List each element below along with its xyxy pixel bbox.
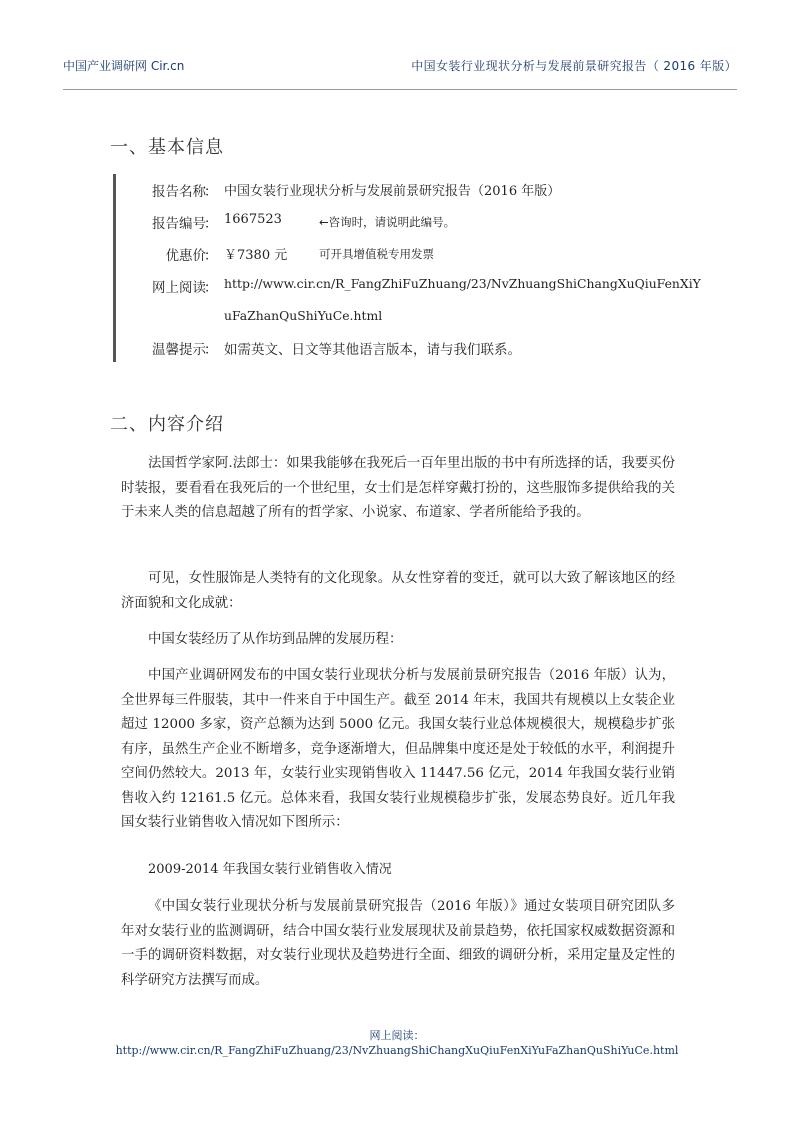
section-title-basic-info: 一、基本信息 [110,137,224,158]
label-report-id: 报告编号 [152,216,206,232]
value-online-url[interactable]: http://www.cir.cn/R_FangZhiFuZhuang/23/NvZhuangShiChangXuQiuFenXiY [224,276,701,291]
note-invoice: 可开具增值税专用发票 [319,247,434,261]
paragraph-5: 《中国女装行业现状分析与发展前景研究报告（2016 年版）》通过女装项目研究团队多年对女装行业的监测调研，结合中国女装行业发展现状及前景趋势，依托国家权威数据资源和一手的调研资料数据，对女装行业现状及趋势进行全面、细致的调研分析，采用定量及定性的科学研究方法撰写而成。 [121,899,675,988]
section-title-content: 二、内容介绍 [110,414,224,435]
basic-info-box: 报告名称 ： 中国女装行业现状分析与发展前景研究报告（2016 年版） 报告编号 ： 1667523 ←咨询时，请说明此编号。 优惠价 ： ￥7380 元 可开具增值税专用发票 网上阅读 ： http://www.cir.cn/R_FangZhiFuZhuang/23/NvZhuangShiChangXuQiuFenXiY uFaZhanQuShiYuCe.html 温馨提示 ： 如需英文、日文等其他语言版本，请与我们联系。 [113,174,696,362]
paragraph-3: 中国女装经历了从作坊到品牌的发展历程： [148,632,403,647]
value-online-url-cont[interactable]: uFaZhanQuShiYuCe.html [224,308,383,323]
report-title-header: 中国女装行业现状分析与发展前景研究报告（ 2016 年版） [411,59,737,73]
value-report-name: 中国女装行业现状分析与发展前景研究报告（2016 年版） [224,184,561,199]
label-report-name: 报告名称 [152,184,206,200]
site-name[interactable]: 中国产业调研网 Cir.cn [63,59,185,73]
footer-label: 网上阅读： [369,1029,425,1042]
value-report-id: 1667523 [224,212,282,227]
label-online-read: 网上阅读 [152,280,206,296]
value-price: ￥7380 元 [224,248,288,263]
value-tip: 如需英文、日文等其他语言版本，请与我们联系。 [224,342,521,358]
header-divider [63,89,737,90]
label-price: 优惠价 [165,248,206,264]
paragraph-2: 可见，女性服饰是人类特有的文化现象。从女性穿着的变迁，就可以大致了解该地区的经济面貌和文化成就： [121,571,675,611]
footer-url[interactable]: http://www.cir.cn/R_FangZhiFuZhuang/23/NvZhuangShiChangXuQiuFenXiYuFaZhanQuShiYuCe.html [115,1044,679,1057]
label-tip: 温馨提示 [152,342,206,358]
paragraph-4: 中国产业调研网发布的中国女装行业现状分析与发展前景研究报告（2016 年版）认为，全世界每三件服装，其中一件来自于中国生产。截至 2014 年末，我国共有规模以上女装企业超过 12000 多家，资产总额为达到 5000 亿元。我国女装行业总体规模很大，规模稳步扩张有序，虽然生产企业不断增多，竞争逐渐增大，但品牌集中度还是处于较低的水平，利润提升空间仍然较大。2013 年，女装行业实现销售收入 11447.56 亿元，2014 年我国女装行业销售收入约 12161.5 亿元。总体来看，我国女装行业规模稳步扩张，发展态势良好。近几年我国女装行业销售收入情况如下图所示： [121,668,675,830]
figure-caption: 2009-2014 年我国女装行业销售收入情况 [148,862,392,877]
note-report-id: ←咨询时，请说明此编号。 [319,215,456,229]
paragraph-1: 法国哲学家阿.法郎士：如果我能够在我死后一百年里出版的书中有所选择的话，我要买份时装报，要看看在我死后的一个世纪里，女士们是怎样穿戴打扮的，这些服饰多提供给我的关于未来人类的信息超越了所有的哲学家、小说家、布道家、学者所能给予我的。 [121,456,675,520]
